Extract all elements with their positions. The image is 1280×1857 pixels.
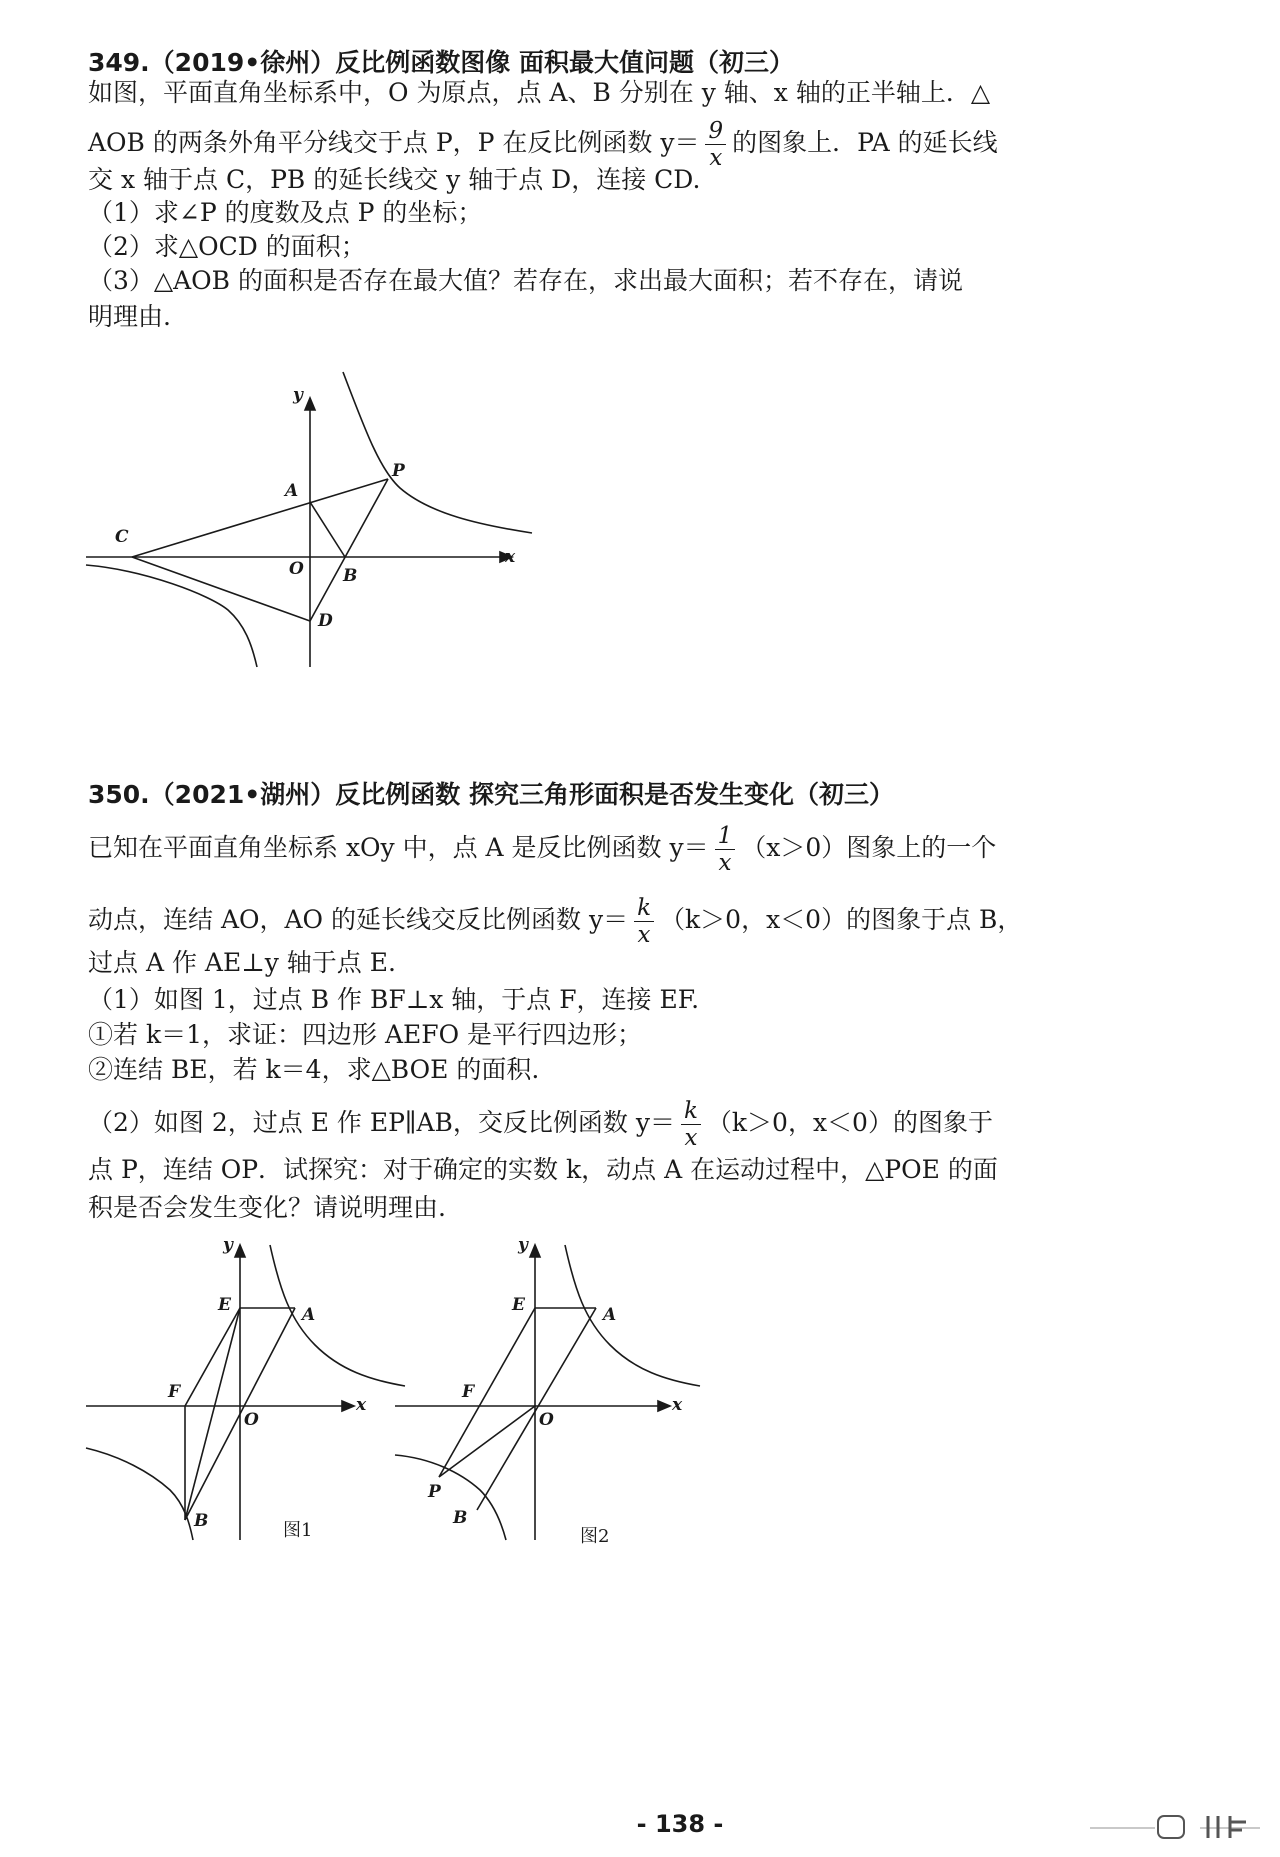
- label-C: C: [115, 527, 129, 547]
- label-x: x: [356, 1395, 367, 1415]
- line-text: （k＞0，x＜0）的图象于点 B，: [660, 905, 1023, 934]
- viewer-toolbar: [1090, 1813, 1260, 1841]
- label-O: O: [244, 1410, 259, 1430]
- problem-350-question-1: （1）如图 1，过点 B 作 BF⊥x 轴，于点 F，连接 EF.: [88, 985, 700, 1014]
- fraction-k-over-x: [634, 895, 654, 948]
- problem-350-question-2-end: 积是否会发生变化？请说明理由.: [88, 1193, 446, 1222]
- fraction-numerator: 1: [715, 823, 736, 850]
- fraction-denominator: x: [709, 145, 723, 171]
- fraction-numerator: k: [634, 895, 654, 922]
- page-number: - 138 -: [636, 1810, 724, 1838]
- problem-350-line-2: [88, 895, 1022, 948]
- label-y: y: [293, 385, 303, 405]
- label-P: P: [392, 461, 405, 481]
- segment-PD: [310, 479, 388, 621]
- problem-350-line-3: 过点 A 作 AE⊥y 轴于点 E.: [88, 948, 396, 977]
- fraction-numerator: 9: [705, 118, 726, 145]
- fraction-numerator: k: [681, 1098, 701, 1125]
- problem-349-line-3: 交 x 轴于点 C，PB 的延长线交 y 轴于点 D，连接 CD.: [88, 165, 701, 194]
- problem-349-question-2: （2）求△OCD 的面积；: [88, 232, 366, 261]
- segment-AB: [310, 502, 345, 557]
- label-E: E: [512, 1295, 525, 1315]
- line-text: 动点，连结 AO，AO 的延长线交反比例函数 y＝: [88, 905, 629, 934]
- problem-349-question-3: （3）△AOB 的面积是否存在最大值？若存在，求出最大面积；若不存在，请说: [88, 266, 964, 295]
- y-axis-arrow: [235, 1245, 245, 1257]
- label-x: x: [505, 547, 516, 567]
- label-F: F: [168, 1382, 181, 1402]
- segment-CP: [132, 479, 388, 557]
- scroll-icon[interactable]: [1158, 1816, 1184, 1838]
- label-P: P: [428, 1482, 441, 1502]
- segment-EF: [185, 1308, 240, 1406]
- label-B: B: [453, 1508, 468, 1528]
- label-B: B: [343, 566, 358, 586]
- figure-2-caption: 图2: [580, 1526, 610, 1547]
- problem-350-title: 350.（2021•湖州）反比例函数 探究三角形面积是否发生变化（初三）: [88, 780, 894, 809]
- problem-350-question-1a: ①若 k＝1，求证：四边形 AEFO 是平行四边形；: [88, 1020, 643, 1049]
- fraction-denominator: x: [684, 1125, 698, 1151]
- line-text: （k＞0，x＜0）的图象于: [706, 1108, 993, 1137]
- problem-349-line-1: 如图，平面直角坐标系中，O 为原点，点 A、B 分别在 y 轴、x 轴的正半轴上．△: [88, 78, 991, 107]
- label-A: A: [285, 481, 299, 501]
- label-F: F: [462, 1382, 475, 1402]
- line-text: AOB 的两条外角平分线交于点 P，P 在反比例函数 y＝: [88, 128, 700, 157]
- problem-349-question-1: （1）求∠P 的度数及点 P 的坐标；: [88, 198, 483, 227]
- label-y: y: [518, 1235, 528, 1255]
- segment-EP: [439, 1308, 535, 1477]
- x-axis-arrow: [342, 1401, 354, 1411]
- y-axis-arrow: [305, 398, 315, 410]
- problem-350-question-1b: ②连结 BE，若 k＝4，求△BOE 的面积.: [88, 1055, 540, 1084]
- line-text: 已知在平面直角坐标系 xOy 中，点 A 是反比例函数 y＝: [88, 833, 709, 862]
- problem-349-title: 349.（2019•徐州）反比例函数图像 面积最大值问题（初三）: [88, 48, 794, 77]
- label-O: O: [539, 1410, 554, 1430]
- line-text: （x＞0）图象上的一个: [741, 833, 997, 862]
- line-text: 的图象上．PA 的延长线: [732, 128, 998, 157]
- label-A: A: [302, 1305, 316, 1325]
- label-x: x: [672, 1395, 683, 1415]
- segment-OP: [439, 1406, 535, 1477]
- fraction-denominator: x: [718, 850, 732, 876]
- segment-BA: [477, 1308, 596, 1510]
- figure-349: [0, 0, 1280, 700]
- problem-350-line-1: [88, 823, 996, 876]
- x-axis-arrow: [658, 1401, 670, 1411]
- fraction-k-over-x: [681, 1098, 701, 1151]
- label-O: O: [289, 559, 304, 579]
- label-D: D: [318, 611, 333, 631]
- hyperbola-lower-branch: [86, 565, 257, 667]
- line-text: （2）如图 2，过点 E 作 EP∥AB，交反比例函数 y＝: [88, 1108, 675, 1137]
- segment-CD: [132, 557, 310, 621]
- fraction-1-over-x: [715, 823, 736, 876]
- hyperbola-upper-branch: [565, 1245, 700, 1386]
- label-E: E: [218, 1295, 231, 1315]
- label-A: A: [603, 1305, 617, 1325]
- y-axis-arrow: [530, 1245, 540, 1257]
- problem-349-question-3-cont: 明理由.: [88, 302, 171, 331]
- segment-EB: [185, 1308, 240, 1520]
- hyperbola-lower-branch: [86, 1448, 193, 1540]
- fraction-denominator: x: [637, 922, 651, 948]
- figure-1-caption: 图1: [283, 1520, 313, 1541]
- problem-350-question-2-cont: 点 P，连结 OP．试探究：对于确定的实数 k，动点 A 在运动过程中，△POE 的面: [88, 1155, 998, 1184]
- figure-350-2: [390, 1220, 710, 1560]
- label-y: y: [223, 1235, 233, 1255]
- label-B: B: [194, 1511, 209, 1531]
- problem-350-question-2: [88, 1098, 993, 1151]
